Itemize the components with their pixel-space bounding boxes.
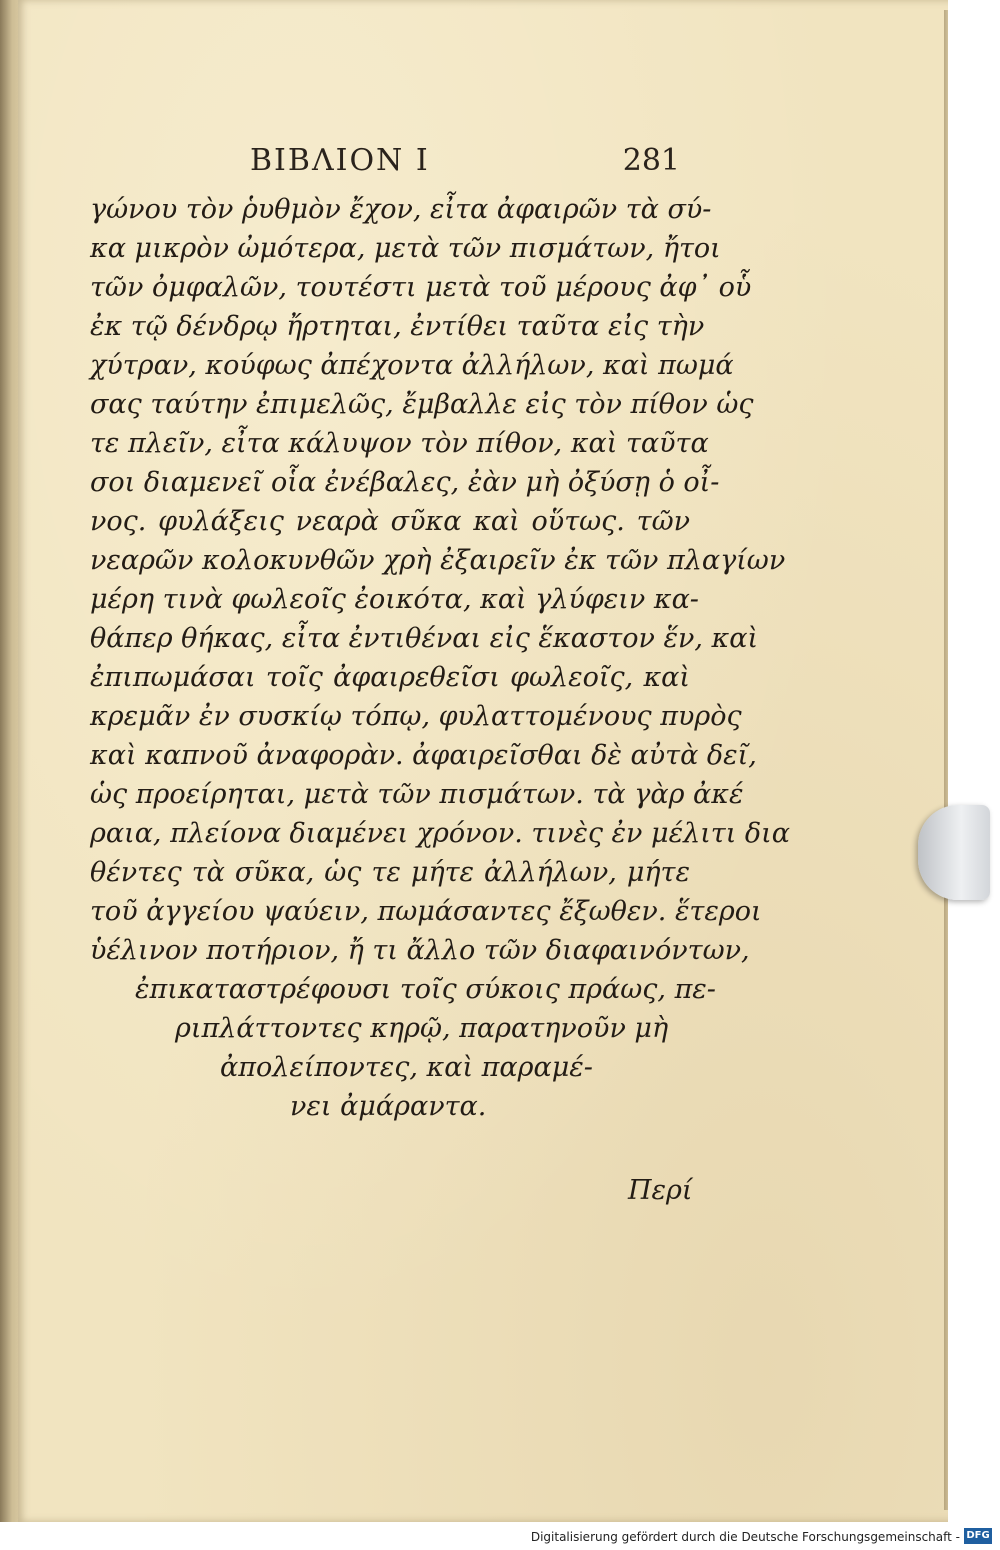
text-line: σας ταύτην ἐπιμελῶς, ἔμβαλλε εἰς τὸν πίθον ὡς [90,389,754,420]
text-line: χύτραν, κούφως ἀπέχοντα ἀλλήλων, καὶ πωμά [90,350,734,381]
page-number: 281 [622,143,680,178]
text-line: ὑέλινον ποτήριον, ἤ τι ἄλλο τῶν διαφαινόντων, [90,935,750,966]
tail-line: νει ἀμάραντα. [290,1091,487,1122]
text-line: τῶν ὀμφαλῶν, τουτέστι μετὰ τοῦ μέρους ἀφ᾽ οὗ [90,272,752,303]
text-line: σοι διαμενεῖ οἷα ἐνέβαλες, ἐὰν μὴ ὀξύσῃ ὁ οἶ- [90,467,720,498]
text-line: ραια, πλείονα διαμένει χρόνον. τινὲς ἐν μέλιτι δια [90,818,790,849]
text-line: κρεμᾶν ἐν συσκίῳ τόπῳ, φυλαττομένους πυρὸς [90,701,742,732]
scan-background [948,0,1000,1522]
text-line: ἐκ τῷ δένδρῳ ἤρτηται, ἐντίθει ταῦτα εἰς τὴν [90,311,705,342]
text-line: μέρη τινὰ φωλεοῖς ἐοικότα, καὶ γλύφειν κα- [90,584,699,615]
text-line: νεαρῶν κολοκυνθῶν χρὴ ἐξαιρεῖν ἐκ τῶν πλαγίων [90,545,786,576]
text-line: τοῦ ἀγγείου ψαύειν, πωμάσαντες ἔξωθεν. ἕτεροι [90,896,762,927]
running-head: ΒΙΒΛΙΟΝ Ι [250,143,430,178]
catchword: Περί [628,1175,693,1206]
text-line: θέντες τὰ σῦκα, ὡς τε μήτε ἀλλήλων, μήτε [90,857,690,888]
text-line: τε πλεῖν, εἶτα κάλυψον τὸν πίθον, καὶ ταῦτα [90,428,709,459]
text-line: ἐπιπωμάσαι τοῖς ἀφαιρεθεῖσι φωλεοῖς, καὶ [90,662,690,693]
body-text [90,190,790,1126]
text-line: κα μικρὸν ὠμότερα, μετὰ τῶν πισμάτων, ἤτοι [90,233,721,264]
metal-clip [918,805,990,900]
dfg-logo: DFG [964,1528,992,1544]
text-line: καὶ καπνοῦ ἀναφορὰν. ἀφαιρεῖσθαι δὲ αὐτὰ δεῖ, [90,740,757,771]
funding-note: Digitalisierung gefördert durch die Deutsche Forschungsgemeinschaft - [530,1530,960,1544]
text-line: νος. φυλάξεις νεαρὰ σῦκα καὶ οὕτως. τῶν [90,506,690,537]
tail-line: ριπλάττοντες κηρῷ, παρατηνοῦν μὴ [175,1013,669,1044]
text-line: ὡς προείρηται, μετὰ τῶν πισμάτων. τὰ γὰρ ἀκέ [90,779,744,810]
text-line: θάπερ θήκας, εἶτα ἐντιθέναι εἰς ἕκαστον ἕν, καὶ [90,623,759,654]
tail-line: ἀπολείποντες, καὶ παραμέ- [220,1052,593,1083]
page-header [250,143,680,183]
tail-line: ἐπικαταστρέφουσι τοῖς σύκοις πράως, πε- [135,974,716,1005]
text-line: γώνου τὸν ῥυθμὸν ἔχον, εἶτα ἀφαιρῶν τὰ σύ- [90,194,712,225]
footer-bar [0,1522,1000,1550]
